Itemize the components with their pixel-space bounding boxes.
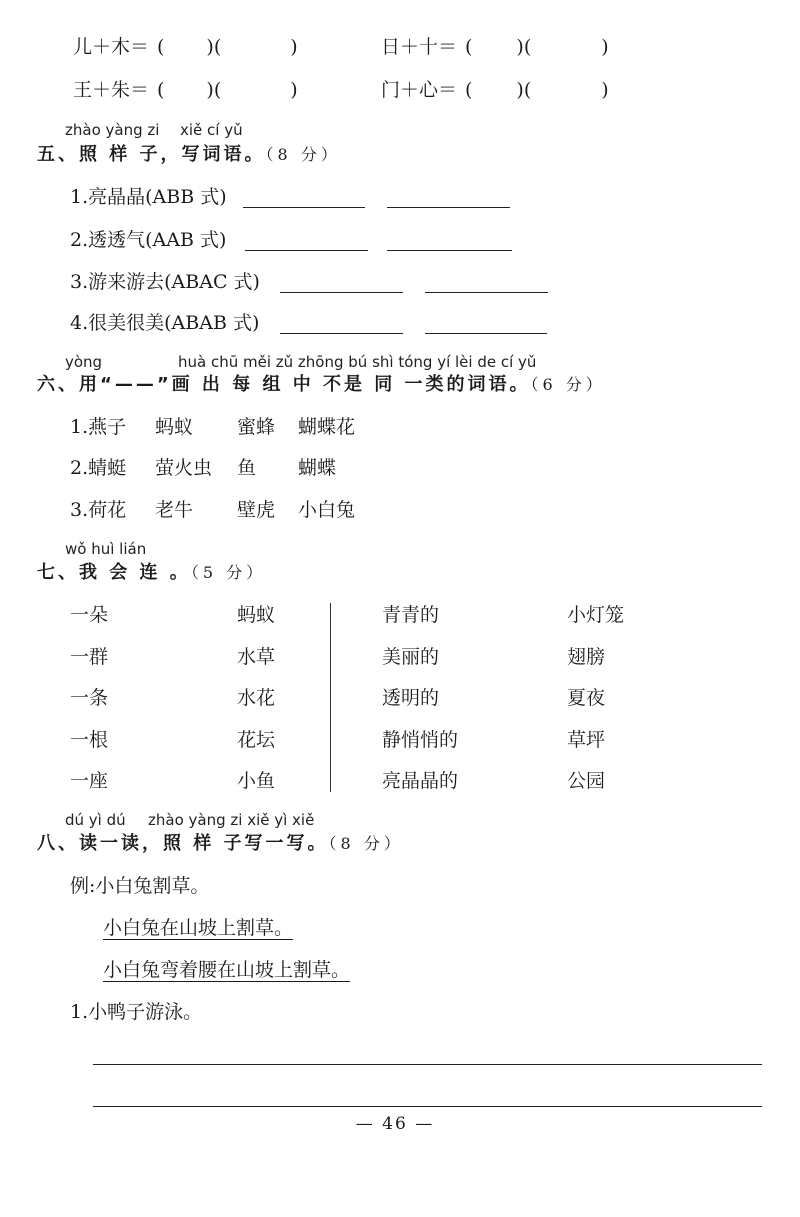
paren-open: (	[157, 79, 165, 101]
section8-pinyin: dú yì dú	[65, 811, 126, 829]
example-answer: 小白兔在山坡上割草。	[103, 917, 294, 939]
answer-blank	[164, 37, 206, 57]
section5-pinyin: xiě cí yǔ	[180, 121, 243, 139]
match-measure-word: 一群	[70, 646, 109, 668]
match-noun: 公园	[567, 770, 606, 792]
paren-close: )	[516, 36, 524, 58]
answer-blank	[531, 37, 601, 57]
match-noun: 水花	[237, 687, 276, 709]
section6-pinyin: huà chū měi zǔ zhōng bú shì tóng yí lèi de cí yǔ	[178, 353, 537, 371]
word-option: 蝴蝶花	[298, 416, 356, 438]
word-option: 蜜蜂	[237, 416, 276, 438]
paren-open: (	[157, 36, 165, 58]
section7-heading	[37, 561, 266, 585]
match-noun: 水草	[237, 646, 276, 668]
answer-blank	[425, 333, 547, 334]
answer-blank	[221, 80, 290, 100]
word-option: 鱼	[237, 457, 257, 479]
question-sentence: 1.小鸭子游泳。	[70, 1001, 203, 1023]
answer-blank	[472, 37, 516, 57]
match-measure-word: 一座	[70, 770, 109, 792]
word-pattern-item: 2.透透气(AAB 式)	[70, 229, 227, 251]
match-adjective: 透明的	[382, 687, 440, 709]
word-option: 小白兔	[298, 499, 356, 521]
character-formula	[381, 33, 609, 61]
word-option: 蚂蚁	[155, 416, 194, 438]
word-option: 萤火虫	[155, 457, 213, 479]
section-score: （8 分）	[328, 834, 404, 853]
section-score: （8 分）	[265, 145, 341, 164]
section7-pinyin: wǒ huì lián	[65, 540, 147, 558]
answer-blank	[221, 37, 290, 57]
paren-close: )	[290, 79, 298, 101]
answer-blank	[387, 207, 510, 208]
formula-expression: 王＋朱＝	[73, 79, 150, 101]
numbered-word: 2.蜻蜓	[70, 457, 127, 479]
writing-line	[93, 1064, 762, 1065]
match-noun: 小鱼	[237, 770, 276, 792]
match-adjective: 青青的	[382, 604, 440, 626]
writing-line	[93, 1106, 762, 1107]
paren-open: (	[465, 79, 473, 101]
character-formula	[73, 76, 298, 104]
match-noun: 夏夜	[567, 687, 606, 709]
match-noun: 草坪	[567, 729, 606, 751]
match-noun: 蚂蚁	[237, 604, 276, 626]
paren-open: (	[213, 36, 222, 58]
match-measure-word: 一朵	[70, 604, 109, 626]
answer-blank	[243, 207, 365, 208]
paren-open: (	[523, 79, 532, 101]
match-adjective: 静悄悄的	[382, 729, 459, 751]
section5-heading	[37, 143, 341, 167]
formula-expression: 门＋心＝	[381, 79, 458, 101]
section8-pinyin: zhào yàng zi xiě yì xiě	[148, 811, 315, 829]
example-answer: 小白兔弯着腰在山坡上割草。	[103, 959, 351, 981]
paren-open: (	[465, 36, 473, 58]
answer-blank	[245, 250, 368, 251]
answer-blank	[280, 292, 403, 293]
character-formula	[381, 76, 609, 104]
section-score: （5 分）	[190, 563, 267, 582]
match-noun: 翅膀	[567, 646, 606, 668]
paren-close: )	[206, 36, 214, 58]
answer-blank	[387, 250, 512, 251]
match-adjective: 亮晶晶的	[382, 770, 459, 792]
match-adjective: 美丽的	[382, 646, 440, 668]
answer-blank	[472, 80, 516, 100]
example-sentence: 例:小白兔割草。	[70, 875, 210, 897]
column-divider	[330, 603, 331, 792]
section-title: 六、用“——”画 出 每 组 中 不是 同 一类的词语。	[37, 374, 531, 395]
numbered-word: 3.荷花	[70, 499, 127, 521]
paren-close: )	[206, 79, 214, 101]
numbered-word: 1.燕子	[70, 416, 127, 438]
paren-close: )	[601, 36, 609, 58]
match-noun: 小灯笼	[567, 604, 625, 626]
answer-blank	[425, 292, 548, 293]
section-title: 五、照 样 子，写词语。	[37, 144, 266, 165]
match-measure-word: 一根	[70, 729, 109, 751]
section5-pinyin: zhào yàng zi	[65, 121, 160, 139]
word-pattern-item: 3.游来游去(ABAC 式)	[70, 271, 260, 293]
character-formula	[73, 33, 298, 61]
answer-blank	[164, 80, 206, 100]
paren-close: )	[290, 36, 298, 58]
answer-blank	[280, 333, 403, 334]
answer-blank	[531, 80, 601, 100]
section6-pinyin: yòng	[65, 353, 103, 371]
paren-open: (	[523, 36, 532, 58]
word-option: 蝴蝶	[298, 457, 337, 479]
section-title: 七、我 会 连 。	[37, 562, 191, 583]
word-option: 老牛	[155, 499, 194, 521]
formula-expression: 日＋十＝	[381, 36, 458, 58]
match-measure-word: 一条	[70, 687, 109, 709]
paren-open: (	[213, 79, 222, 101]
formula-expression: 儿＋木＝	[73, 36, 150, 58]
section-title: 八、读一读，照 样 子写一写。	[37, 833, 329, 854]
section6-heading	[37, 373, 606, 397]
page-number: — 46 —	[355, 1114, 435, 1134]
word-pattern-item: 4.很美很美(ABAB 式)	[70, 312, 260, 334]
section-score: （6 分）	[530, 375, 606, 394]
paren-close: )	[516, 79, 524, 101]
word-option: 壁虎	[237, 499, 276, 521]
paren-close: )	[601, 79, 609, 101]
match-noun: 花坛	[237, 729, 276, 751]
section8-heading	[37, 832, 404, 856]
word-pattern-item: 1.亮晶晶(ABB 式)	[70, 186, 227, 208]
